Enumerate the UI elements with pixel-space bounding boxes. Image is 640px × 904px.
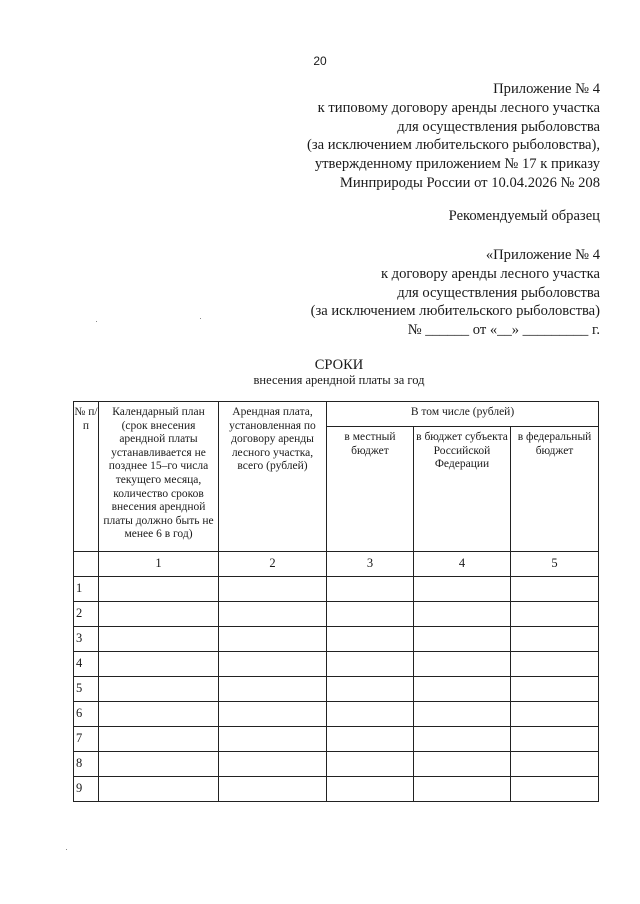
header-including: В том числе (рублей)	[327, 402, 599, 427]
cell-local[interactable]	[327, 577, 414, 602]
column-number: 3	[327, 552, 414, 577]
row-index: 4	[74, 652, 99, 677]
cell-calendar[interactable]	[99, 652, 219, 677]
row-index: 8	[74, 752, 99, 777]
cell-federal[interactable]	[511, 677, 599, 702]
column-number: 2	[219, 552, 327, 577]
header-rent-total: Арендная плата, установленная по договору аренды лесного участка, всего (рублей)	[219, 402, 327, 552]
cell-rent[interactable]	[219, 652, 327, 677]
column-number: 5	[511, 552, 599, 577]
appendix-line: утвержденному приложением № 17 к приказу	[314, 156, 600, 173]
cell-regional[interactable]	[414, 577, 511, 602]
cell-rent[interactable]	[219, 577, 327, 602]
cell-calendar[interactable]	[99, 752, 219, 777]
cell-local[interactable]	[327, 777, 414, 802]
appendix-line: для осуществления рыболовства	[397, 118, 600, 135]
row-index: 5	[74, 677, 99, 702]
contract-line: для осуществления рыболовства	[397, 284, 600, 301]
cell-federal[interactable]	[511, 727, 599, 752]
cell-regional[interactable]	[414, 727, 511, 752]
appendix-line: (за исключением любительского рыболовства),	[306, 137, 600, 154]
column-number-row	[74, 552, 599, 577]
cell-federal[interactable]	[511, 752, 599, 777]
appendix-line: Приложение № 4	[493, 81, 600, 97]
cell-federal[interactable]	[511, 627, 599, 652]
table-row	[74, 577, 599, 602]
table-row	[74, 727, 599, 752]
column-number-empty	[74, 552, 99, 577]
cell-rent[interactable]	[219, 727, 327, 752]
table-header-row	[74, 402, 599, 427]
header-calendar-plan: Календарный план (срок внесения арендной платы устанавливается не позднее 15–го числа текущего месяца, количество сроков внесения арендной платы должно быть не менее 6 в год)	[99, 402, 219, 552]
column-number: 4	[414, 552, 511, 577]
appendix-line: к типовому договору аренды лесного участка	[317, 99, 600, 116]
header-no: № п/п	[74, 402, 99, 552]
document-title: СРОКИ	[314, 357, 364, 373]
cell-calendar[interactable]	[99, 677, 219, 702]
cell-calendar[interactable]	[99, 577, 219, 602]
cell-federal[interactable]	[511, 702, 599, 727]
table-row	[74, 702, 599, 727]
cell-regional[interactable]	[414, 602, 511, 627]
appendix-header	[160, 80, 600, 193]
contract-appendix	[160, 246, 600, 340]
cell-calendar[interactable]	[99, 602, 219, 627]
cell-regional[interactable]	[414, 627, 511, 652]
table-row	[74, 627, 599, 652]
cell-calendar[interactable]	[99, 777, 219, 802]
cell-local[interactable]	[327, 677, 414, 702]
cell-federal[interactable]	[511, 777, 599, 802]
cell-rent[interactable]	[219, 677, 327, 702]
cell-local[interactable]	[327, 752, 414, 777]
contract-number-line: № ______ от «__» _________ г.	[407, 322, 600, 339]
cell-calendar[interactable]	[99, 702, 219, 727]
row-index: 6	[74, 702, 99, 727]
contract-line: (за исключением любительского рыболовства)	[310, 303, 600, 320]
cell-regional[interactable]	[414, 652, 511, 677]
scan-speck	[96, 321, 97, 322]
row-index: 9	[74, 777, 99, 802]
cell-local[interactable]	[327, 702, 414, 727]
table-row	[74, 602, 599, 627]
cell-calendar[interactable]	[99, 627, 219, 652]
cell-local[interactable]	[327, 727, 414, 752]
table-row	[74, 652, 599, 677]
cell-federal[interactable]	[511, 652, 599, 677]
cell-rent[interactable]	[219, 702, 327, 727]
cell-local[interactable]	[327, 627, 414, 652]
header-local-budget: в местный бюджет	[327, 427, 414, 552]
document-subtitle: внесения арендной платы за год	[253, 373, 425, 387]
row-index: 3	[74, 627, 99, 652]
scan-speck	[200, 318, 201, 319]
cell-calendar[interactable]	[99, 727, 219, 752]
contract-line: «Приложение № 4	[485, 247, 600, 263]
scan-speck	[66, 849, 67, 850]
cell-rent[interactable]	[219, 602, 327, 627]
page-number: 20	[313, 54, 327, 68]
payment-schedule-table	[73, 401, 599, 802]
cell-rent[interactable]	[219, 777, 327, 802]
row-index: 1	[74, 577, 99, 602]
cell-federal[interactable]	[511, 577, 599, 602]
cell-rent[interactable]	[219, 627, 327, 652]
row-index: 7	[74, 727, 99, 752]
table-row	[74, 777, 599, 802]
cell-federal[interactable]	[511, 602, 599, 627]
contract-line: к договору аренды лесного участка	[380, 265, 600, 282]
cell-local[interactable]	[327, 652, 414, 677]
cell-rent[interactable]	[219, 752, 327, 777]
cell-regional[interactable]	[414, 702, 511, 727]
appendix-line: Минприроды России от 10.04.2026 № 208	[339, 174, 600, 191]
cell-regional[interactable]	[414, 777, 511, 802]
table-row	[74, 677, 599, 702]
cell-regional[interactable]	[414, 677, 511, 702]
header-regional-budget: в бюджет субъекта Российской Федерации	[414, 427, 511, 552]
cell-regional[interactable]	[414, 752, 511, 777]
header-federal-budget: в федеральный бюджет	[511, 427, 599, 552]
column-number: 1	[99, 552, 219, 577]
recommended-label: Рекомендуемый образец	[448, 208, 600, 224]
row-index: 2	[74, 602, 99, 627]
cell-local[interactable]	[327, 602, 414, 627]
table-row	[74, 752, 599, 777]
